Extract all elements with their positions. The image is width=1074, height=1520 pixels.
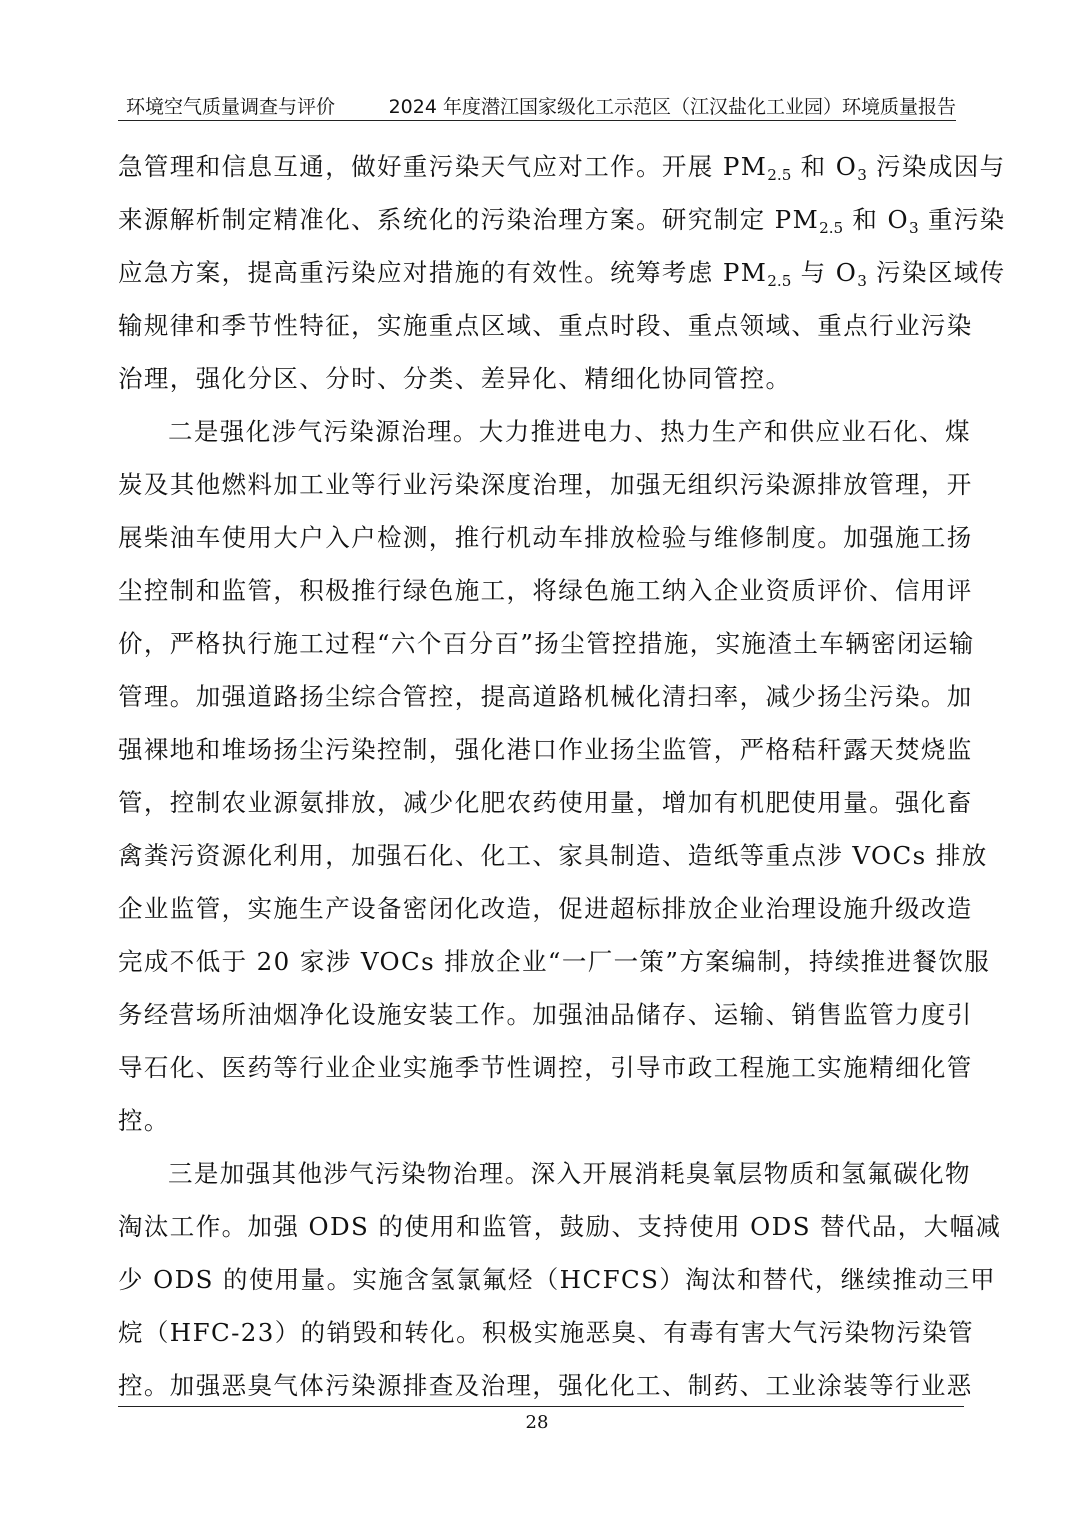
subscript: 2.5 — [767, 271, 792, 290]
subscript: 3 — [908, 218, 919, 237]
subscript: 2.5 — [819, 218, 844, 237]
body-line: 控。加强恶臭气体污染源排查及治理，强化化工、制药、工业涂装等行业恶 — [118, 1371, 973, 1400]
body-line: 烷（HFC-23）的销毁和转化。积极实施恶臭、有毒有害大气污染物污染管 — [118, 1318, 975, 1347]
body-line: 管理。加强道路扬尘综合管控，提高道路机械化清扫率，减少扬尘污染。加 — [118, 682, 973, 711]
subscript: 3 — [857, 165, 867, 184]
body-line — [118, 140, 1006, 193]
body-line: 管，控制农业源氨排放，减少化肥农药使用量，增加有机肥使用量。强化畜 — [118, 788, 973, 817]
body-line: 淘汰工作。加强 ODS 的使用和监管，鼓励、支持使用 ODS 替代品，大幅减 — [118, 1212, 1002, 1241]
body-line: 企业监管，实施生产设备密闭化改造，促进超标排放企业治理设施升级改造 — [118, 894, 973, 923]
body-line: 完成不低于 20 家涉 VOCs 排放企业“一厂一策”方案编制，持续推进餐饮服 — [118, 947, 991, 976]
text-run: 重污染 — [918, 205, 1006, 234]
text-run: 急管理和信息互通，做好重污染天气应对工作。开展 PM — [118, 152, 768, 181]
subscript: 2.5 — [767, 165, 792, 184]
running-header-left: 环境空气质量调查与评价 — [126, 96, 336, 118]
body-text — [118, 140, 1006, 1412]
text-run: 应急方案，提高重污染应对措施的有效性。统筹考虑 PM — [118, 258, 768, 287]
body-line: 尘控制和监管，积极推行绿色施工，将绿色施工纳入企业资质评价、信用评 — [118, 576, 973, 605]
text-run: 与 O — [791, 258, 858, 287]
body-line: 控。 — [118, 1106, 170, 1135]
text-run: 污染区域传 — [866, 258, 1006, 287]
body-line: 禽粪污资源化利用，加强石化、化工、家具制造、造纸等重点涉 VOCs 排放 — [118, 841, 988, 870]
text-run: 和 O — [843, 205, 909, 234]
body-line: 强裸地和堆场扬尘污染控制，强化港口作业扬尘监管，严格秸秆露天焚烧监 — [118, 735, 973, 764]
page-number: 28 — [525, 1412, 549, 1433]
body-line: 治理，强化分区、分时、分类、差异化、精细化协同管控。 — [118, 364, 792, 393]
body-line: 炭及其他燃料加工业等行业污染深度治理，加强无组织污染源排放管理，开 — [118, 470, 973, 499]
subscript: 3 — [857, 271, 867, 290]
body-line — [118, 193, 1006, 246]
header-divider — [118, 120, 956, 121]
running-header-right: 2024 年度潜江国家级化工示范区（江汉盐化工业园）环境质量报告 — [388, 96, 956, 118]
text-run: 来源解析制定精准化、系统化的污染治理方案。研究制定 PM — [118, 205, 820, 234]
body-line: 展柴油车使用大户入户检测，推行机动车排放检验与维修制度。加强施工扬 — [118, 523, 973, 552]
body-line: 少 ODS 的使用量。实施含氢氯氟烃（HCFCS）淘汰和替代，继续推动三甲 — [118, 1265, 997, 1294]
body-line: 务经营场所油烟净化设施安装工作。加强油品储存、运输、销售监管力度引 — [118, 1000, 973, 1029]
body-line: 导石化、医药等行业企业实施季节性调控，引导市政工程施工实施精细化管 — [118, 1053, 973, 1082]
text-run: 污染成因与 — [866, 152, 1006, 181]
text-run: 和 O — [791, 152, 858, 181]
body-line: 输规律和季节性特征，实施重点区域、重点时段、重点领域、重点行业污染 — [118, 311, 973, 340]
paragraph-start-line: 三是加强其他涉气污染物治理。深入开展消耗臭氧层物质和氢氟碳化物 — [168, 1159, 971, 1188]
paragraph-start-line: 二是强化涉气污染源治理。大力推进电力、热力生产和供应业石化、煤 — [168, 417, 971, 446]
body-line: 价，严格执行施工过程“六个百分百”扬尘管控措施，实施渣土车辆密闭运输 — [118, 629, 975, 658]
footer-divider — [118, 1406, 964, 1407]
body-line — [118, 246, 1006, 299]
